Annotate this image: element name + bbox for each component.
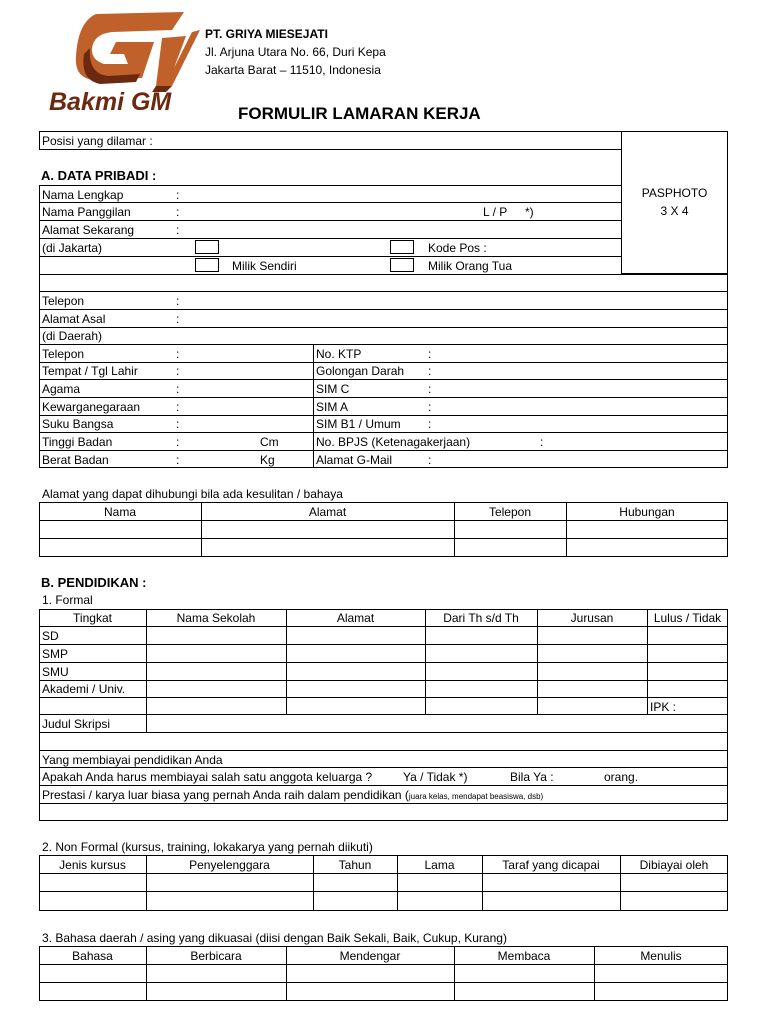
emergency-header: Alamat [308,505,347,519]
company-name: PT. GRIYA MIESEJATI [205,27,328,41]
bahasa-title: 3. Bahasa daerah / asing yang dikuasai (diisi dengan Baik Sekali, Baik, Cukup, Kurang) [42,931,507,945]
label-golongan-darah: Golongan Darah [316,364,405,378]
section-a-title: A. DATA PRIBADI : [41,168,157,183]
label-apakah: Apakah Anda harus membiayai salah satu anggota keluarga ? [42,770,373,784]
level-smu: SMU [42,665,69,679]
bahasa-header: Berbicara [190,949,242,963]
formal-header: Tingkat [73,611,112,625]
colon: : [428,453,432,467]
colon: : [176,364,180,378]
label-no-ktp: No. KTP [316,347,362,361]
label-agama: Agama [42,382,81,396]
colon: : [428,417,432,431]
prestasi-note: juara kelas, mendapat beasiswa, dsb) [408,792,544,801]
nonformal-header: Tahun [338,858,372,872]
level-sd: SD [42,629,59,643]
label-kewarganegaraan: Kewarganegaraan [42,400,141,414]
label-alamat-gmail: Alamat G-Mail [316,453,393,467]
label-prestasi [42,788,543,804]
colon: : [176,435,180,449]
colon: : [176,400,180,414]
label-tempat-tgl-lahir: Tempat / Tgl Lahir [42,364,138,378]
label-judul-skripsi: Judul Skripsi [42,717,111,731]
nonformal-header: Dibiayai oleh [639,858,709,872]
emergency-header: Telepon [488,505,532,519]
label-no-bpjs: No. BPJS (Ketenagakerjaan) [316,435,471,449]
bahasa-header: Menulis [640,949,682,963]
colon: : [176,347,180,361]
level-smp: SMP [42,647,69,661]
formal-header: Lulus / Tidak [653,611,722,625]
checkbox-blank[interactable] [195,240,219,254]
position-label: Posisi yang dilamar : [42,134,153,148]
formal-header: Alamat [336,611,375,625]
colon: : [176,205,180,219]
photo-label: PASPHOTO [641,186,708,200]
label-di-daerah: (di Daerah) [42,329,103,343]
company-logo [44,8,204,120]
checkbox-milik-sendiri[interactable] [195,258,219,272]
label-sim-a: SIM A [316,400,349,414]
label-kode-pos: Kode Pos : [428,241,487,255]
colon: : [428,347,432,361]
photo-box[interactable] [621,131,728,274]
nonformal-header: Jenis kursus [59,858,126,872]
formal-title: 1. Formal [42,593,93,607]
emergency-header: Hubungan [619,505,675,519]
emergency-header: Nama [103,505,136,519]
label-tinggi-badan: Tinggi Badan [42,435,113,449]
label-orang: orang. [604,770,639,784]
checkbox-kode-pos[interactable] [390,240,414,254]
logo-text: Bakmi GM [49,88,172,116]
label-yang-membiayai: Yang membiayai pendidikan Anda [42,753,223,767]
level-akademi: Akademi / Univ. [42,682,126,696]
colon: : [176,294,180,308]
label-nama-panggilan: Nama Panggilan [42,205,131,219]
label-ya-tidak: Ya / Tidak *) [403,770,468,784]
form-title: FORMULIR LAMARAN KERJA [238,104,481,123]
colon: : [428,382,432,396]
nonformal-header: Penyelenggara [189,858,270,872]
colon: : [176,223,180,237]
nonformal-header: Lama [424,858,455,872]
nonformal-header: Taraf yang dicapai [502,858,600,872]
colon: : [176,188,180,202]
label-suku-bangsa: Suku Bangsa [42,417,114,431]
label-alamat-sekarang: Alamat Sekarang [42,223,135,237]
label-alamat-asal: Alamat Asal [42,312,106,326]
label-bila-ya: Bila Ya : [510,770,554,784]
checkbox-milik-orang-tua[interactable] [390,258,414,272]
company-address-2: Jakarta Barat – 11510, Indonesia [205,63,381,77]
colon: : [176,417,180,431]
formal-header: Nama Sekolah [176,611,256,625]
photo-size: 3 X 4 [660,204,689,218]
label-sim-b1: SIM B1 / Umum [316,417,401,431]
label-lp-note: *) [525,205,534,219]
label-kg: Kg [260,453,275,467]
colon: : [176,312,180,326]
label-ipk: IPK : [650,700,677,714]
label-milik-sendiri: Milik Sendiri [232,259,297,273]
company-address-1: Jl. Arjuna Utara No. 66, Duri Kepa [205,45,386,59]
label-berat-badan: Berat Badan [42,453,109,467]
label-telepon-2: Telepon [42,347,85,361]
label-cm: Cm [260,435,279,449]
colon: : [176,382,180,396]
bahasa-header: Membaca [497,949,551,963]
prestasi-text: Prestasi / karya luar biasa yang pernah Anda raih dalam pendidikan ( [42,788,409,802]
colon: : [540,435,544,449]
bahasa-header: Mendengar [339,949,401,963]
colon: : [176,453,180,467]
nonformal-title: 2. Non Formal (kursus, training, lokakarya yang pernah diikuti) [42,840,373,854]
bahasa-header: Bahasa [72,949,113,963]
section-b-title: B. PENDIDIKAN : [41,575,147,590]
colon: : [428,364,432,378]
colon: : [428,400,432,414]
emergency-title: Alamat yang dapat dihubungi bila ada kesulitan / bahaya [42,487,343,501]
label-sim-c: SIM C [316,382,350,396]
label-di-jakarta: (di Jakarta) [42,241,103,255]
label-nama-lengkap: Nama Lengkap [42,188,124,202]
label-telepon: Telepon [42,294,85,308]
label-milik-orang-tua: Milik Orang Tua [428,259,513,273]
formal-header: Dari Th s/d Th [443,611,519,625]
formal-header: Jurusan [570,611,614,625]
label-lp: L / P [483,205,508,219]
